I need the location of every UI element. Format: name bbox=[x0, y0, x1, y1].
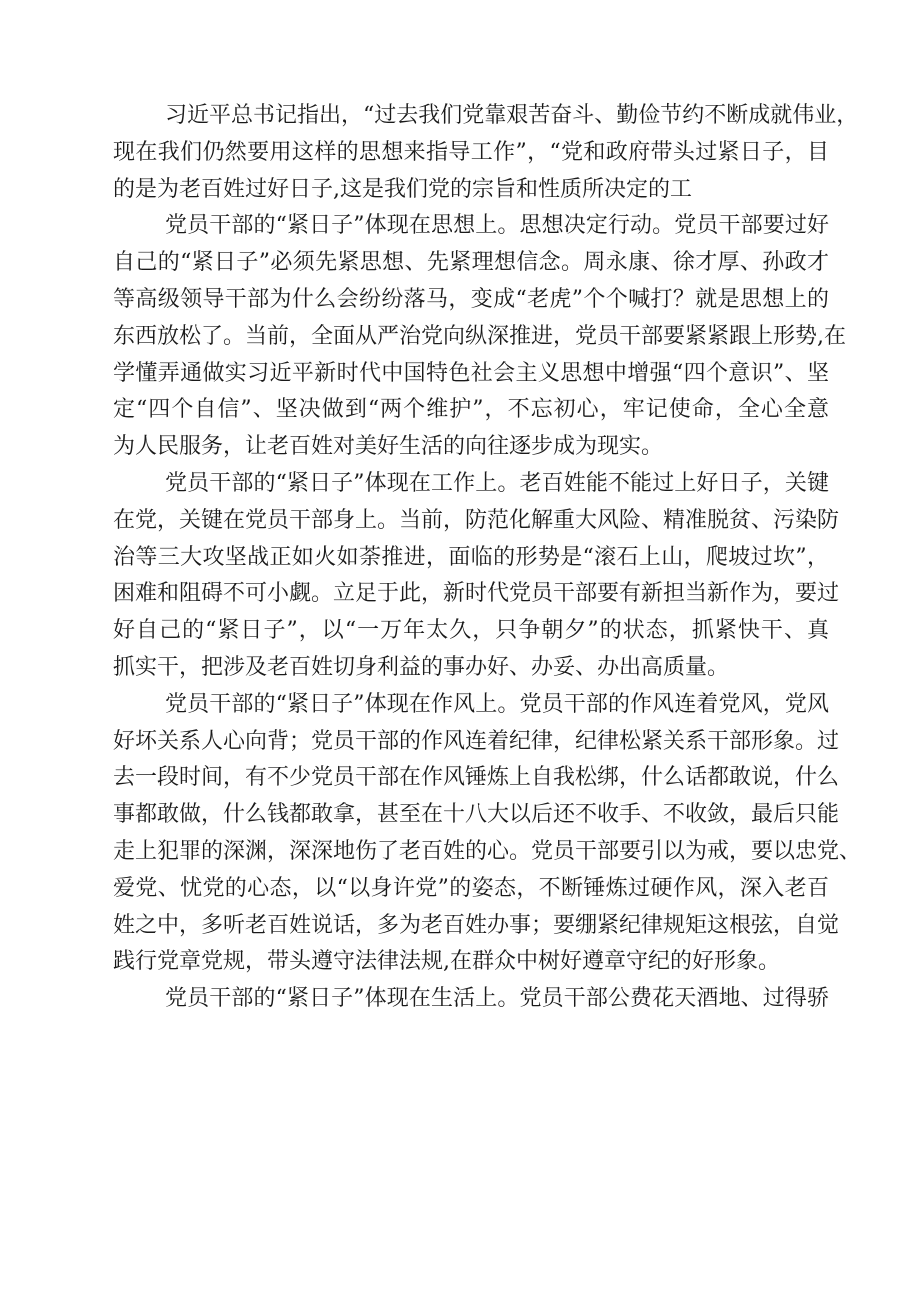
text-line: 党员干部的“紧日子”体现在工作上。老百姓能不能过上好日子，关键 bbox=[165, 470, 829, 496]
text-line: 东西放松了。当前，全面从严治党向纵深推进，党员干部要紧紧跟上形势,在 bbox=[113, 323, 846, 349]
text-line: 党员干部的“紧日子”体现在思想上。思想决定行动。党员干部要过好 bbox=[165, 213, 829, 239]
article-body bbox=[113, 98, 862, 1018]
paragraph-5 bbox=[113, 981, 829, 1018]
text-line: 学懂弄通做实习近平新时代中国特色社会主义思想中增强“四个意识”、坚 bbox=[113, 360, 829, 386]
text-line: 困难和阻碍不可小觑。立足于此，新时代党员干部要有新担当新作为，要过 bbox=[113, 581, 840, 607]
text-line: 习近平总书记指出，“过去我们党靠艰苦奋斗、勤俭节约不断成就伟业， bbox=[165, 103, 859, 128]
text-line: 爱党、忧党的心态，以“以身许党”的姿态，不断锤炼过硬作风，深入老百 bbox=[113, 875, 829, 901]
text-line: 在党，关键在党员干部身上。当前，防范化解重大风险、精准脱贫、污染防 bbox=[113, 507, 840, 533]
text-line: 好坏关系人心向背；党员干部的作风连着纪律，纪律松紧关系干部形象。过 bbox=[113, 728, 840, 754]
paragraph-1 bbox=[113, 98, 859, 208]
text-line: 为人民服务，让老百姓对美好生活的向往逐步成为现实。 bbox=[113, 434, 664, 460]
text-line: 现在我们仍然要用这样的思想来指导工作”，“党和政府带头过紧日子，目 bbox=[113, 139, 829, 165]
text-line: 的是为老百姓过好日子,这是我们党的宗旨和性质所决定的工 bbox=[113, 176, 692, 202]
text-line: 践行党章党规，带头遵守法律法规,在群众中树好遵章守纪的好形象。 bbox=[113, 949, 780, 975]
paragraph-2 bbox=[113, 208, 846, 466]
paragraph-3 bbox=[113, 466, 840, 687]
text-line: 治等三大攻坚战正如火如荼推进，面临的形势是“滚石上山，爬坡过坎”， bbox=[113, 544, 829, 570]
text-line: 党员干部的“紧日子”体现在作风上。党员干部的作风连着党风，党风 bbox=[165, 691, 829, 717]
text-line: 党员干部的“紧日子”体现在生活上。党员干部公费花天酒地、过得骄 bbox=[165, 986, 829, 1012]
text-line: 等高级领导干部为什么会纷纷落马，变成“老虎”个个喊打？就是思想上的 bbox=[113, 286, 829, 312]
text-line: 抓实干，把涉及老百姓切身利益的事办好、办妥、办出高质量。 bbox=[113, 654, 730, 680]
paragraph-4 bbox=[113, 687, 862, 981]
text-line: 走上犯罪的深渊，深深地伤了老百姓的心。党员干部要引以为戒，要以忠党、 bbox=[113, 838, 862, 864]
text-line: 定“四个自信”、坚决做到“两个维护”，不忘初心，牢记使命，全心全意 bbox=[113, 397, 829, 423]
text-line: 姓之中，多听老百姓说话，多为老百姓办事；要绷紧纪律规矩这根弦，自觉 bbox=[113, 912, 840, 938]
text-line: 事都敢做，什么钱都敢拿，甚至在十八大以后还不收手、不收敛，最后只能 bbox=[113, 802, 840, 828]
text-line: 好自己的“紧日子”，以“一万年太久，只争朝夕”的状态，抓紧快干、真 bbox=[113, 618, 829, 644]
text-line: 自己的“紧日子”必须先紧思想、先紧理想信念。周永康、徐才厚、孙政才 bbox=[113, 250, 829, 276]
text-line: 去一段时间，有不少党员干部在作风锤炼上自我松绑，什么话都敢说，什么 bbox=[113, 765, 840, 791]
